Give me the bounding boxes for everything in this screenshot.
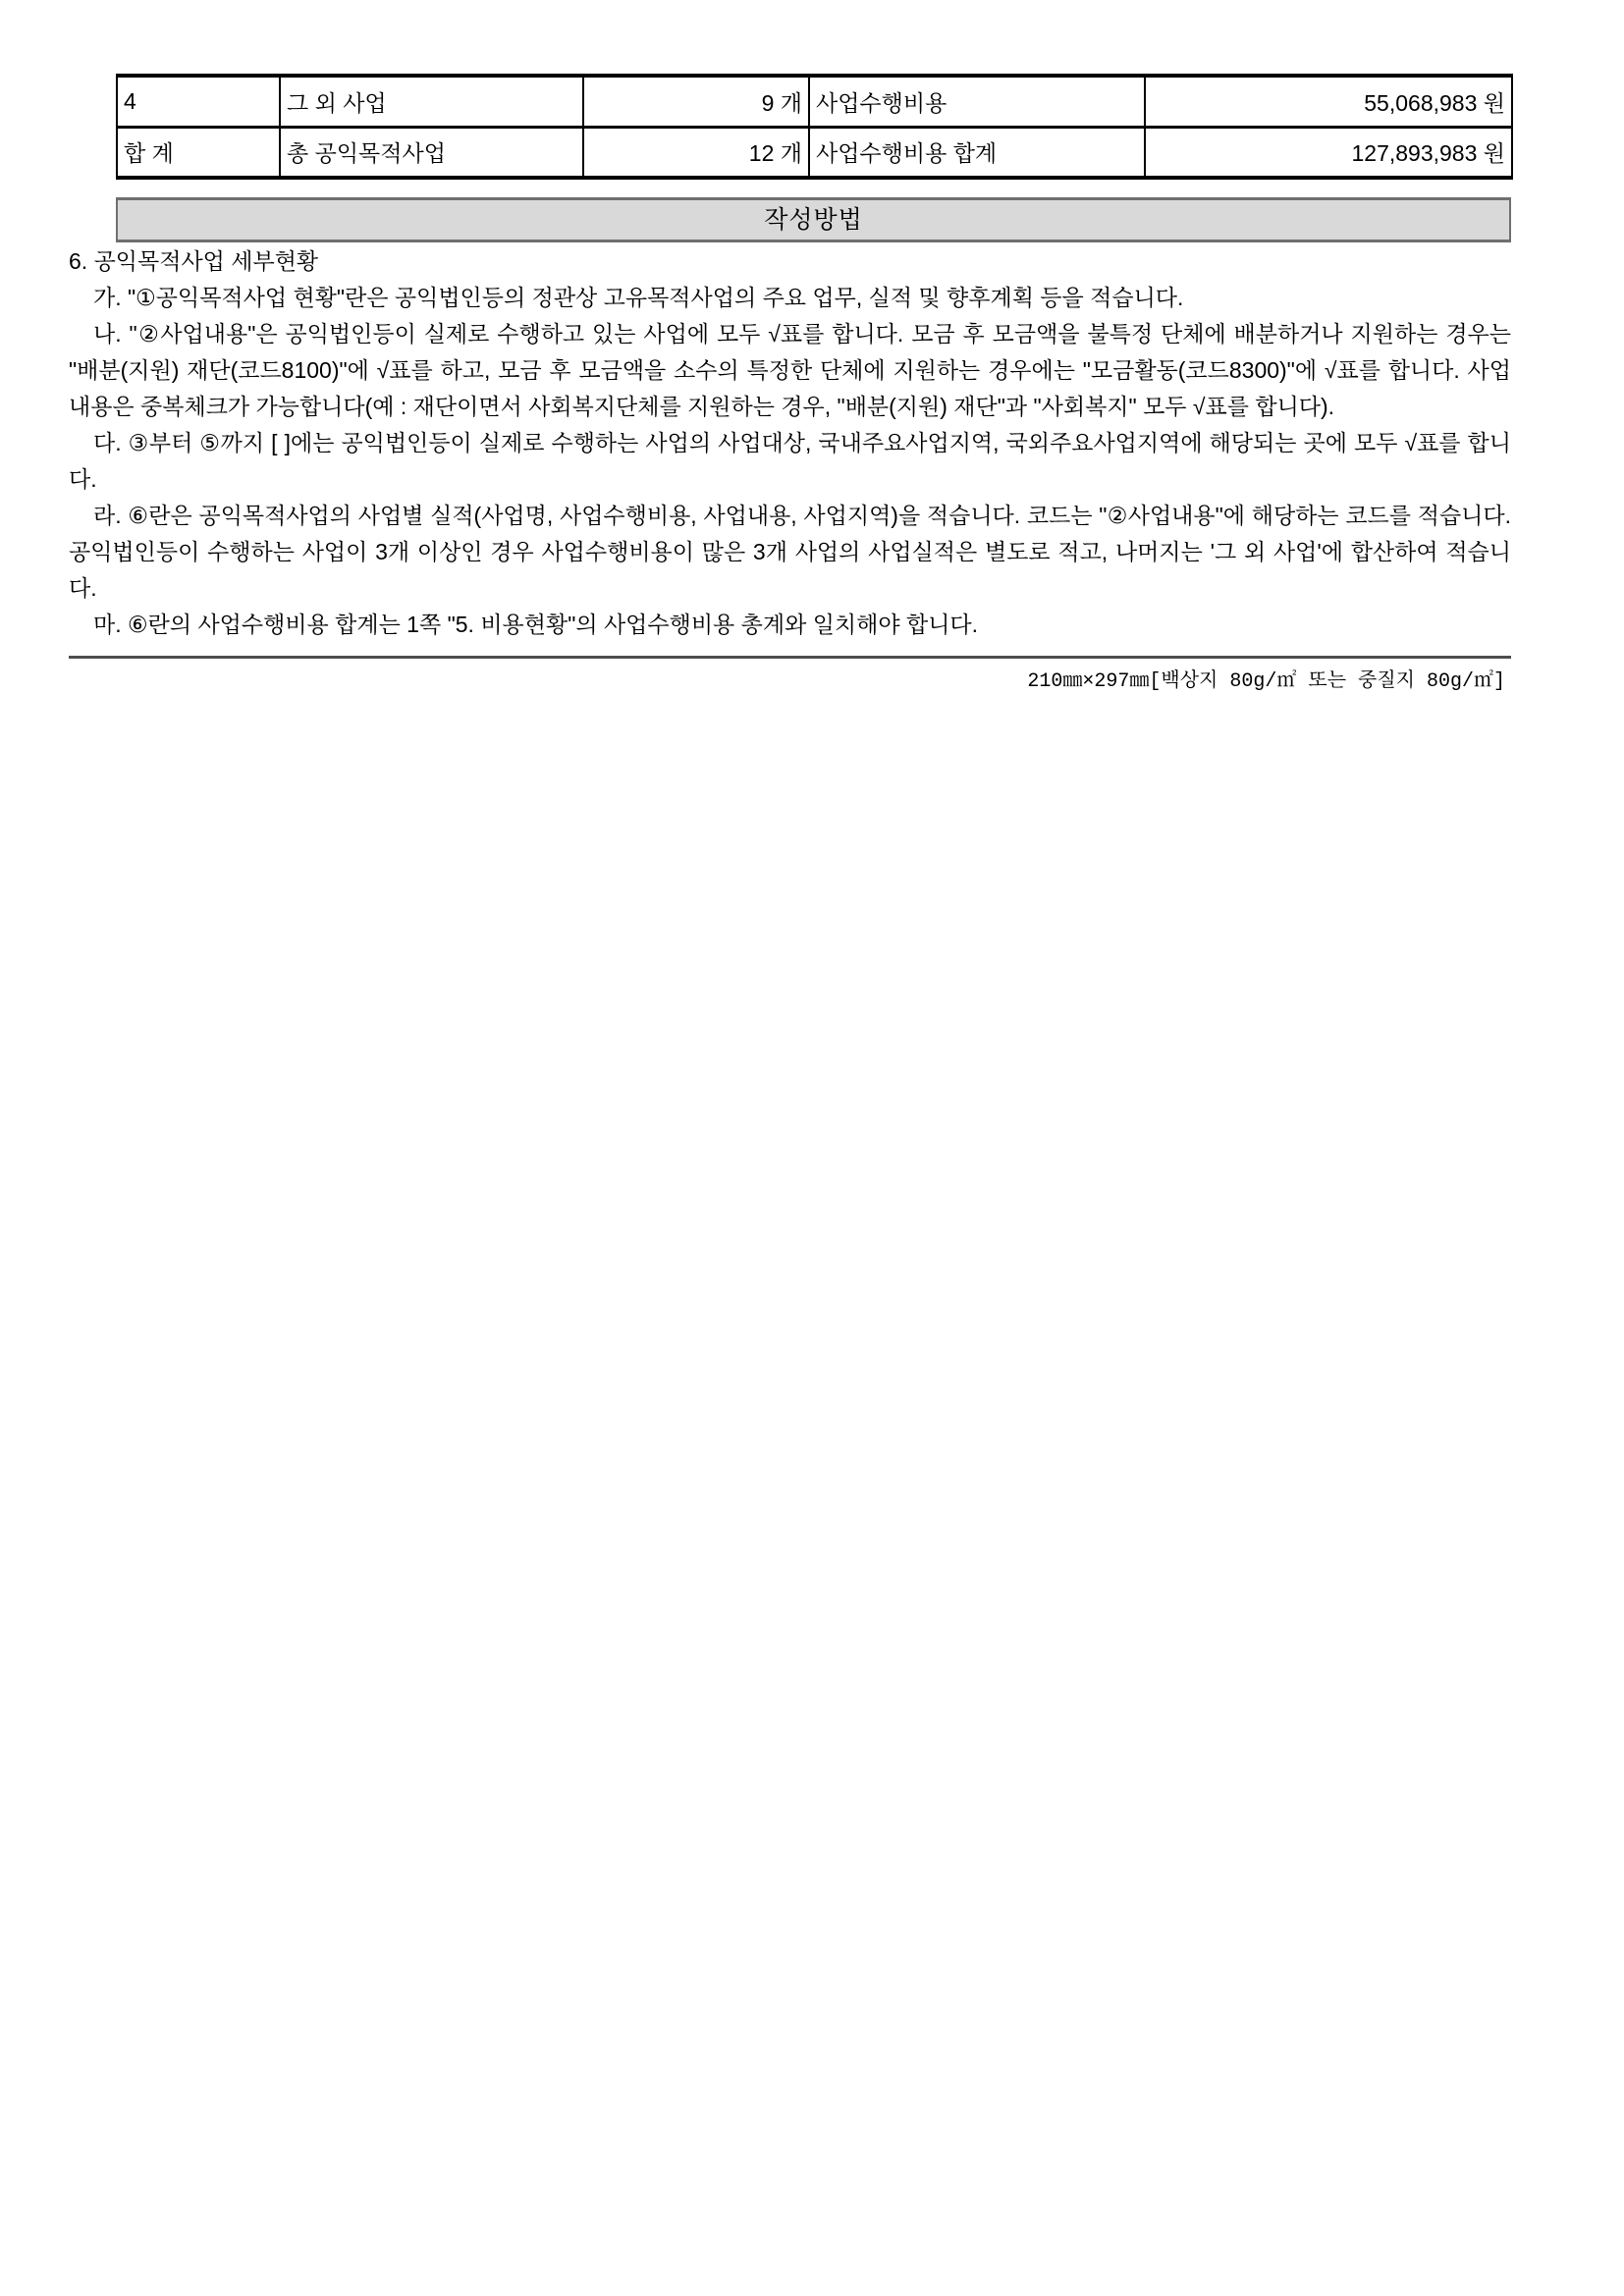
instructions-block — [69, 243, 1511, 643]
cost-label-cell: 사업수행비용 — [809, 76, 1145, 127]
business-count-cell: 12 개 — [583, 127, 809, 178]
cost-label-cell: 사업수행비용 합계 — [809, 127, 1145, 178]
instruction-item-ma: 마. ⑥란의 사업수행비용 합계는 1쪽 "5. 비용현황"의 사업수행비용 총계와 일치해야 합니다. — [93, 612, 979, 637]
instruction-item-na: 나. "②사업내용"은 공익법인등이 실제로 수행하고 있는 사업에 모두 √표를 합니다. 모금 후 모금액을 불특정 단체에 배분하거나 지원하는 경우는 "배분(지원) 재단(코드8100)"에 √표를 하고, 모금 후 모금액을 소수의 특정한 단체에 지원하는 경우에는 "모금활동(코드8300)"에 √표를 합니다. 사업내용은 중복체크가 가능합니다(예 : 재단이면서 사회복지단체를 지원하는 경우, "배분(지원) 재단"과 "사회복지" 모두 √표를 합니다). — [69, 321, 1511, 419]
section-header-title: 작성방법 — [764, 206, 863, 234]
instruction-item-ga: 가. "①공익목적사업 현황"란은 공익법인등의 정관상 고유목적사업의 주요 업무, 실적 및 향후계획 등을 적습니다. — [93, 285, 1184, 310]
instruction-item-da: 다. ③부터 ⑤까지 [ ]에는 공익법인등이 실제로 수행하는 사업의 사업대상, 국내주요사업지역, 국외주요사업지역에 해당되는 곳에 모두 √표를 합니다. — [69, 430, 1511, 492]
cost-amount-cell: 127,893,983 원 — [1145, 127, 1512, 178]
paper-spec-text: 210㎜×297㎜[백상지 80g/㎡ 또는 중질지 80g/㎡] — [1027, 670, 1505, 693]
table-row-total — [117, 127, 1512, 178]
row-no-cell: 합 계 — [117, 127, 280, 178]
business-name-cell: 총 공익목적사업 — [280, 127, 583, 178]
table-row — [117, 76, 1512, 127]
business-name-cell: 그 외 사업 — [280, 76, 583, 127]
instruction-item-ra: 라. ⑥란은 공익목적사업의 사업별 실적(사업명, 사업수행비용, 사업내용, 사업지역)을 적습니다. 코드는 "②사업내용"에 해당하는 코드를 적습니다. 공익법인등이 수행하는 사업이 3개 이상인 경우 사업수행비용이 많은 3개 사업의 사업실적은 별도로 적고, 나머지는 '그 외 사업'에 합산하여 적습니다. — [69, 503, 1511, 601]
row-no-cell: 4 — [117, 76, 280, 127]
instructions-title: 6. 공익목적사업 세부현황 — [69, 248, 319, 274]
summary-table — [116, 74, 1513, 180]
section-header-bar — [116, 197, 1511, 242]
business-count-cell: 9 개 — [583, 76, 809, 127]
cost-amount-cell: 55,068,983 원 — [1145, 76, 1512, 127]
footer-divider — [69, 656, 1511, 659]
